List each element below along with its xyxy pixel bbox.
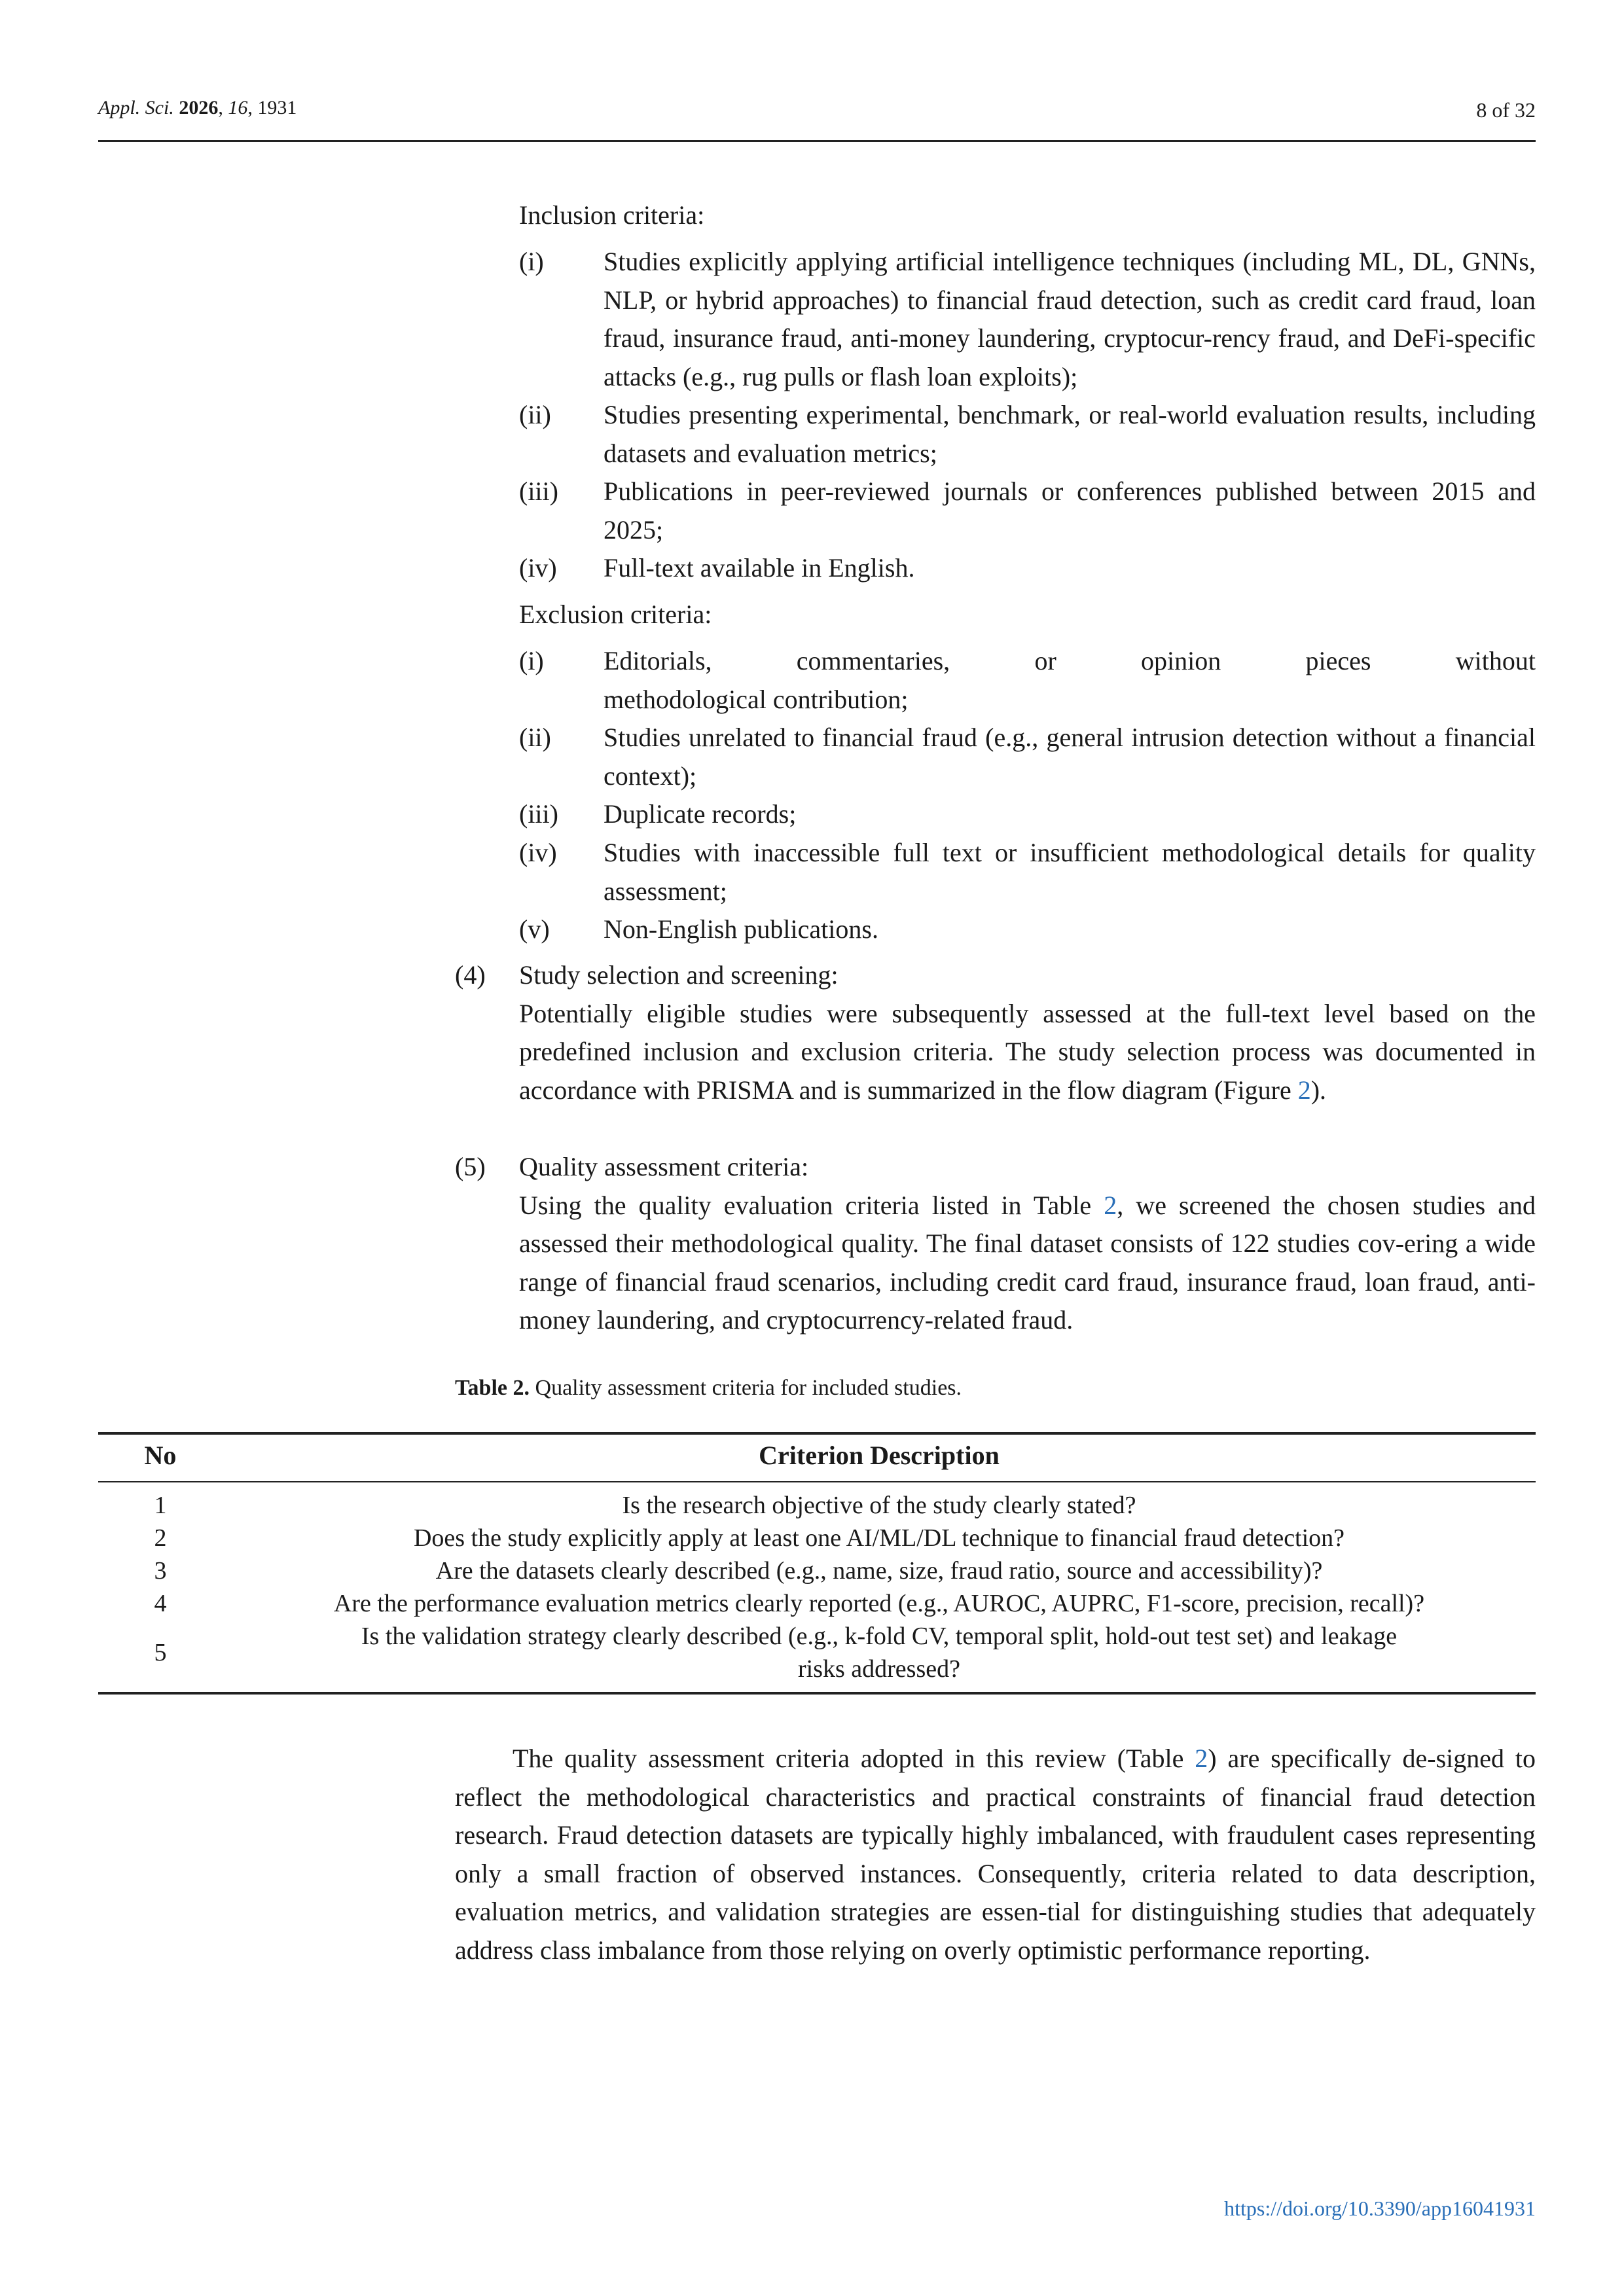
- exclusion-item-num: (iii): [519, 799, 558, 829]
- doi-link[interactable]: https://doi.org/10.3390/app16041931: [1224, 2197, 1536, 2220]
- inclusion-item-num: (iii): [519, 476, 558, 506]
- exclusion-item-text: Editorials, commentaries, or opinion pieces without: [604, 646, 1536, 675]
- step-title: Study selection and screening:: [519, 960, 839, 990]
- inclusion-item-text: Studies explicitly applying artificial intelligence techniques (including ML, DL, GNNs, NLP, or hybrid approaches) to financial fraud detection, such as credit card fraud, loan fraud, insurance fraud, anti-money laundering, cryptocur-rency fraud, and DeFi-specific attacks (e.g., rug pulls or flash loan exploits);: [604, 247, 1536, 391]
- inclusion-item-num: (ii): [519, 400, 551, 429]
- inclusion-item-num: (iv): [519, 553, 557, 583]
- body-paragraph: The quality assessment criteria adopted in this review (Table 2) are specifically de-signed to reflect the methodological characteristics and practical constraints of financial fraud detection research. Fraud detection datasets are typically highly imbalanced, with fraudulent cases representing only a small fraction of observed instances. Consequently, criteria related to data description, evaluation metrics, and validation strategies are essen-tial for distinguishing studies that adequately address class imbalance from those relying on overly optimistic performance reporting.: [455, 1744, 1536, 1965]
- step-quality-assessment: [519, 1148, 1536, 1340]
- exclusion-item-text: Non-English publications.: [604, 914, 878, 944]
- step-number: (4): [455, 960, 486, 990]
- table-header-no: No: [144, 1441, 177, 1470]
- exclusion-item-num: (iv): [519, 838, 557, 867]
- table-caption-label: Table 2.: [455, 1376, 530, 1400]
- table-cell-no: 2: [154, 1524, 167, 1552]
- article-number: 1931: [257, 97, 297, 118]
- table-top-rule: [98, 1432, 1536, 1435]
- header-rule: [98, 140, 1536, 142]
- inclusion-item-num: (i): [519, 247, 544, 276]
- exclusion-item-num: (v): [519, 914, 550, 944]
- step-body: Potentially eligible studies were subsequently assessed at the full-text level based on the predefined inclusion and exclusion criteria. The study selection process was documented in accordance with PRISMA and is summarized in the flow diagram (Figure 2).: [519, 998, 1536, 1105]
- exclusion-item-text: Studies unrelated to financial fraud (e.g., general intrusion detection without a financial context);: [604, 723, 1536, 791]
- inclusion-item-text: Publications in peer-reviewed journals or conferences published between 2015 and 2025;: [604, 476, 1536, 545]
- exclusion-heading: Exclusion criteria:: [519, 600, 712, 629]
- inclusion-item-text: Full-text available in English.: [604, 553, 915, 583]
- table-caption: [455, 1376, 962, 1401]
- table-cell-description: Is the validation strategy clearly described (e.g., k-fold CV, temporal split, hold-out test set) and leakage: [361, 1623, 1398, 1650]
- figure-link[interactable]: 2: [1297, 1075, 1311, 1105]
- step-title: Quality assessment criteria:: [519, 1152, 809, 1181]
- table-link[interactable]: 2: [1195, 1744, 1208, 1773]
- table-caption-text: Quality assessment criteria for included studies.: [530, 1376, 962, 1400]
- exclusion-item-num: (ii): [519, 723, 551, 752]
- table-cell-description: Is the research objective of the study clearly stated?: [622, 1492, 1136, 1519]
- table-header-rule: [98, 1481, 1536, 1482]
- table-link[interactable]: 2: [1104, 1190, 1117, 1220]
- journal-year: 2026: [179, 97, 219, 118]
- step-body: Using the quality evaluation criteria listed in Table 2, we screened the chosen studies and assessed their methodological quality. The final dataset consists of 122 studies cov-ering a wide range of financial fraud scenarios, including credit card fraud, insurance fraud, loan fraud, anti-money laundering, and cryptocurrency-related fraud.: [519, 1190, 1536, 1335]
- table-cell-description: Are the performance evaluation metrics clearly reported (e.g., AUROC, AUPRC, F1-score, precision, recall)?: [333, 1590, 1425, 1617]
- page-number: 8 of 32: [1476, 98, 1536, 122]
- exclusion-item-num: (i): [519, 646, 544, 675]
- exclusion-item-text: Duplicate records;: [604, 799, 797, 829]
- table-cell-no: 5: [154, 1639, 167, 1666]
- table-cell-no: 4: [154, 1590, 167, 1617]
- inclusion-heading: Inclusion criteria:: [519, 200, 705, 230]
- table-cell-description-continued: risks addressed?: [798, 1655, 960, 1683]
- step-number: (5): [455, 1152, 486, 1181]
- table-header-description: Criterion Description: [759, 1441, 1000, 1470]
- exclusion-item-text: Studies with inaccessible full text or insufficient methodological details for quality assessment;: [604, 838, 1536, 906]
- journal-volume: 16: [228, 97, 248, 118]
- inclusion-item-text: Studies presenting experimental, benchmark, or real-world evaluation results, including datasets and evaluation metrics;: [604, 400, 1536, 468]
- table-cell-description: Does the study explicitly apply at least one AI/ML/DL technique to financial fraud detection?: [413, 1524, 1345, 1552]
- journal-name: Appl. Sci.: [98, 97, 174, 118]
- running-header-citation: Appl. Sci. 2026, 16, 1931: [98, 97, 297, 118]
- exclusion-item-text-continued: methodological contribution;: [604, 685, 909, 714]
- table-cell-no: 3: [154, 1557, 167, 1585]
- table-bottom-rule: [98, 1692, 1536, 1695]
- table-cell-no: 1: [154, 1492, 167, 1519]
- step-study-selection: [519, 956, 1536, 1109]
- table-cell-description: Are the datasets clearly described (e.g., name, size, fraud ratio, source and accessibility)?: [435, 1557, 1323, 1585]
